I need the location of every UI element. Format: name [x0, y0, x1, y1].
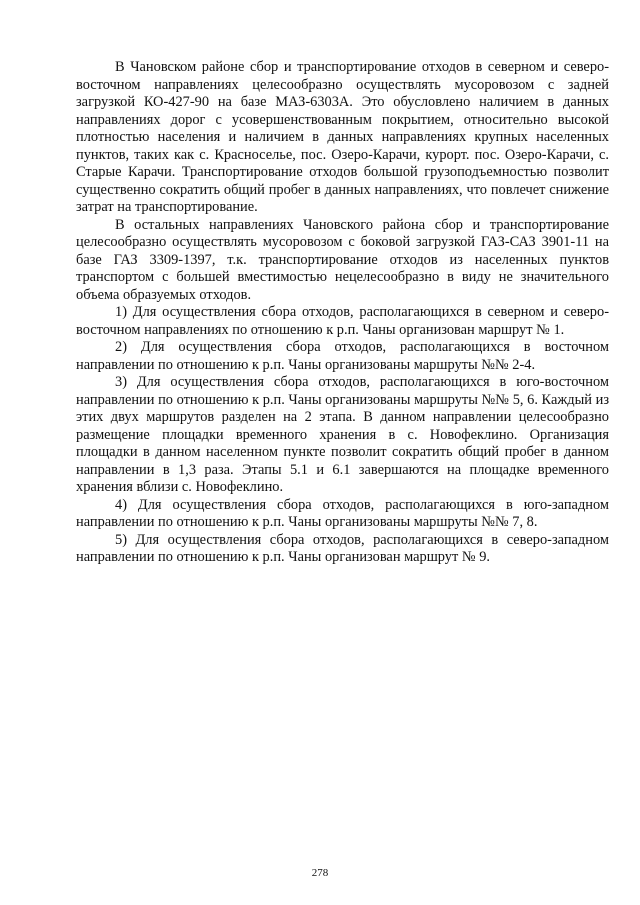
paragraph-routes-2-4: 2) Для осуществления сбора отходов, располагающихся в восточном направлении по отношению к р.п. Чаны организованы маршруты №№ 2-4.	[76, 339, 609, 373]
paragraph-routes-7-8: 4) Для осуществления сбора отходов, располагающихся в юго-западном направлении по отношению к р.п. Чаны организованы маршруты №№ 7, 8.	[76, 496, 609, 530]
paragraph-routes-5-6: 3) Для осуществления сбора отходов, располагающихся в юго-восточном направлении по отношению к р.п. Чаны организованы маршруты №№ 5, 6. Каждый из этих двух маршрутов разделен на 2 этапа. В данном направлении целесообразно размещение площадки временного хранения в с. Новофеклино. Организация площадки в данном населенном пункте позволит сократить общий пробег в данном направлении в 1,3 раза. Этапы 5.1 и 6.1 завершаются на площадке временного хранения вблизи с. Новофеклино.	[76, 374, 609, 495]
body-text	[76, 59, 609, 567]
paragraph-other-directions: В остальных направлениях Чановского района сбор и транспортирование целесообразно осуществлять мусоровозом с боковой загрузкой ГАЗ-САЗ 3901-11 на базе ГАЗ 3309-1397, т.к. транспортирование отходов из населенных пунктов транспортом с большей вместимостью нецелесообразно в виду не значительного объема образуемых отходов.	[76, 216, 609, 303]
page-number: 278	[311, 867, 329, 879]
paragraph-route-9: 5) Для осуществления сбора отходов, располагающихся в северо-западном направлении по отношению к р.п. Чаны организован маршрут № 9.	[76, 531, 609, 565]
paragraph-route-1: 1) Для осуществления сбора отходов, располагающихся в северном и северо-восточном направлениях по отношению к р.п. Чаны организован маршрут № 1.	[76, 304, 609, 338]
paragraph-intro-north: В Чановском районе сбор и транспортирование отходов в северном и северо-восточном направлениях целесообразно осуществлять мусоровозом с задней загрузкой КО-427-90 на базе МАЗ-6303А. Это обусловлено наличием в данных направлениях дорог с усовершенствованным покрытием, относительно высокой плотностью населения и наличием в данных направлениях крупных населенных пунктов, таких как с. Красноселье, пос. Озеро-Карачи, курорт. пос. Озеро-Карачи, с. Старые Карачи. Транспортирование отходов большой грузоподъемностью позволит существенно сократить общий пробег в данных направлениях, что повлечет снижение затрат на транспортирование.	[76, 59, 609, 215]
